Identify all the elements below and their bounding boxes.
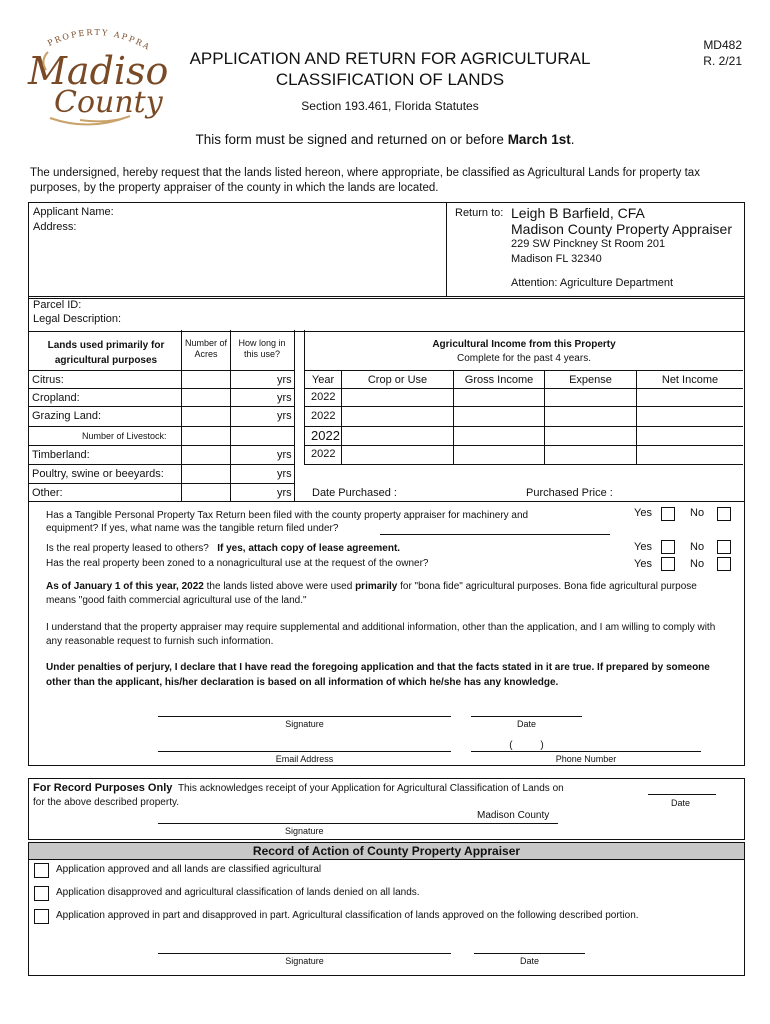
county-logo — [20, 20, 170, 128]
signature-line[interactable] — [158, 716, 451, 717]
income-col-year: Year — [311, 374, 335, 386]
return-name: Leigh B Barfield, CFA — [511, 205, 645, 221]
yrs-timberland: yrs — [277, 449, 292, 461]
q1-yes-checkbox[interactable] — [661, 507, 675, 521]
date-line[interactable] — [471, 716, 582, 717]
income-col-crop: Crop or Use — [367, 374, 428, 386]
income-col-net: Net Income — [661, 374, 719, 386]
phone-label: Phone Number — [555, 754, 617, 764]
applicant-name-label: Applicant Name: — [33, 206, 114, 218]
signature-label: Signature — [285, 719, 324, 729]
address-label: Address: — [33, 221, 77, 233]
statement-supplemental: I understand that the property appraiser may require supplemental and additional information, other than the application, and I am willing to comply with any reasonable request to furnish such information. — [46, 622, 716, 647]
q2-no-label: No — [690, 541, 705, 553]
statute: Section 193.461, Florida Statutes — [301, 99, 479, 113]
email-line[interactable] — [158, 751, 451, 752]
parcel-id-label: Parcel ID: — [33, 299, 82, 311]
q3-yes-label: Yes — [634, 558, 652, 570]
land-row-livestock: Number of Livestock: — [82, 431, 167, 441]
q2-no-checkbox[interactable] — [717, 540, 731, 554]
phone-line[interactable] — [471, 751, 701, 752]
income-year-1: 2022 — [311, 391, 336, 403]
yrs-other: yrs — [277, 487, 292, 499]
action-disapproved-label: Application disapproved and agricultural classification of lands denied on all lands. — [56, 887, 420, 898]
record-text: For Record Purposes Only This acknowledges receipt of your Application for Agricultural Classification of Lands on — [33, 782, 564, 794]
record-text-2: for the above described property. — [33, 797, 180, 808]
phone-paren: ( ) — [509, 740, 544, 751]
logo-graphic — [20, 20, 170, 128]
date-purchased-label: Date Purchased : — [312, 487, 397, 499]
email-label: Email Address — [275, 754, 334, 764]
record-county: Madison County — [477, 810, 550, 821]
parcel-box — [28, 296, 745, 332]
action-signature-line[interactable] — [158, 953, 451, 954]
record-date-line[interactable] — [648, 794, 716, 795]
statement-perjury: Under penalties of perjury, I declare that I have read the foregoing application and that the facts stated in it are true. If prepared by someone other than the applicant, his/her declaration is based on all information of which he/she has any knowledge. — [46, 662, 710, 688]
legal-description-label: Legal Description: — [33, 313, 122, 325]
return-city: Madison FL 32340 — [511, 253, 602, 265]
return-to-label: Return to: — [455, 207, 504, 219]
form-title: APPLICATION AND RETURN FOR AGRICULTURAL CLASSIFICATION OF LANDS — [189, 49, 591, 89]
q2-yes-checkbox[interactable] — [661, 540, 675, 554]
income-year-2: 2022 — [311, 410, 336, 422]
income-subheader: Complete for the past 4 years. — [457, 353, 591, 364]
land-use-header: Lands used primarily for agricultural purposes — [47, 340, 165, 366]
action-header: Record of Action of County Property Appraiser — [29, 843, 744, 860]
statement-january: As of January 1 of this year, 2022 the lands listed above were used primarily for "bona fide" agricultural purposes. Bona fide agricultural purpose means "good faith commercial agricultural use of the land." — [46, 581, 697, 606]
land-row-citrus: Citrus: — [32, 374, 64, 386]
action-date-line[interactable] — [474, 953, 585, 954]
q1-no-checkbox[interactable] — [717, 507, 731, 521]
q3-yes-checkbox[interactable] — [661, 557, 675, 571]
logo-word-madison: Madiso — [28, 49, 169, 93]
q2-yes-label: Yes — [634, 541, 652, 553]
return-office: Madison County Property Appraiser — [511, 221, 732, 237]
acres-header: Number of Acres — [184, 338, 228, 359]
income-col-expense: Expense — [569, 374, 612, 386]
deadline: This form must be signed and returned on or before March 1st. — [195, 132, 575, 147]
income-year-3: 2022 — [311, 428, 340, 443]
yrs-poultry: yrs — [277, 468, 292, 480]
q1-yes-label: Yes — [634, 507, 652, 519]
record-signature-line[interactable] — [158, 823, 558, 824]
income-year-4: 2022 — [311, 448, 336, 460]
yrs-cropland: yrs — [277, 392, 292, 404]
purchased-price-label: Purchased Price : — [526, 487, 613, 499]
action-approved-label: Application approved and all lands are classified agricultural — [56, 864, 322, 875]
q3-no-label: No — [690, 558, 705, 570]
record-signature-label: Signature — [285, 826, 324, 836]
action-approved-checkbox[interactable] — [34, 863, 49, 878]
tangible-name-line[interactable] — [380, 534, 610, 535]
action-partial-checkbox[interactable] — [34, 909, 49, 924]
yrs-citrus: yrs — [277, 374, 292, 386]
land-row-cropland: Cropland: — [32, 392, 80, 404]
logo-word-county: County — [54, 85, 163, 120]
date-label: Date — [516, 719, 536, 729]
intro-text: The undersigned, hereby request that the lands listed hereon, where appropriate, be classified as Agricultural Lands for property tax purposes, by the property appraiser of the county in which the lands are located. — [30, 167, 700, 194]
land-row-poultry: Poultry, swine or beeyards: — [32, 468, 164, 480]
return-street: 229 SW Pinckney St Room 201 — [511, 238, 666, 250]
lease-question: Is the real property leased to others? If yes, attach copy of lease agreement. — [46, 543, 401, 554]
zoning-question: Has the real property been zoned to a nonagricultural use at the request of the owner? — [46, 558, 429, 569]
income-header: Agricultural Income from this Property — [432, 339, 616, 350]
action-disapproved-checkbox[interactable] — [34, 886, 49, 901]
q1-no-label: No — [690, 507, 705, 519]
form-revision: R. 2/21 — [703, 54, 742, 68]
action-date-label: Date — [519, 956, 539, 966]
action-signature-label: Signature — [285, 956, 324, 966]
form-code: MD482 — [703, 38, 742, 52]
attention: Attention: Agriculture Department — [511, 277, 674, 289]
land-row-other: Other: — [32, 487, 63, 499]
yrs-grazing: yrs — [277, 410, 292, 422]
land-row-grazing: Grazing Land: — [32, 410, 102, 422]
record-date-label: Date — [671, 798, 691, 808]
land-row-timberland: Timberland: — [32, 449, 90, 461]
svg-text:PROPERTY APPRAISER: PROPERTY APPRA — [46, 27, 153, 53]
action-partial-label: Application approved in part and disapproved in part. Agricultural classification of lands approved on the following described portion. — [56, 910, 639, 921]
q3-no-checkbox[interactable] — [717, 557, 731, 571]
income-col-gross: Gross Income — [464, 374, 534, 386]
how-long-header: How long in this use? — [238, 338, 286, 359]
tangible-question: Has a Tangible Personal Property Tax Return been filed with the county property appraiser for machinery and equipment? If yes, what name was the tangible return filed under? — [46, 510, 529, 534]
